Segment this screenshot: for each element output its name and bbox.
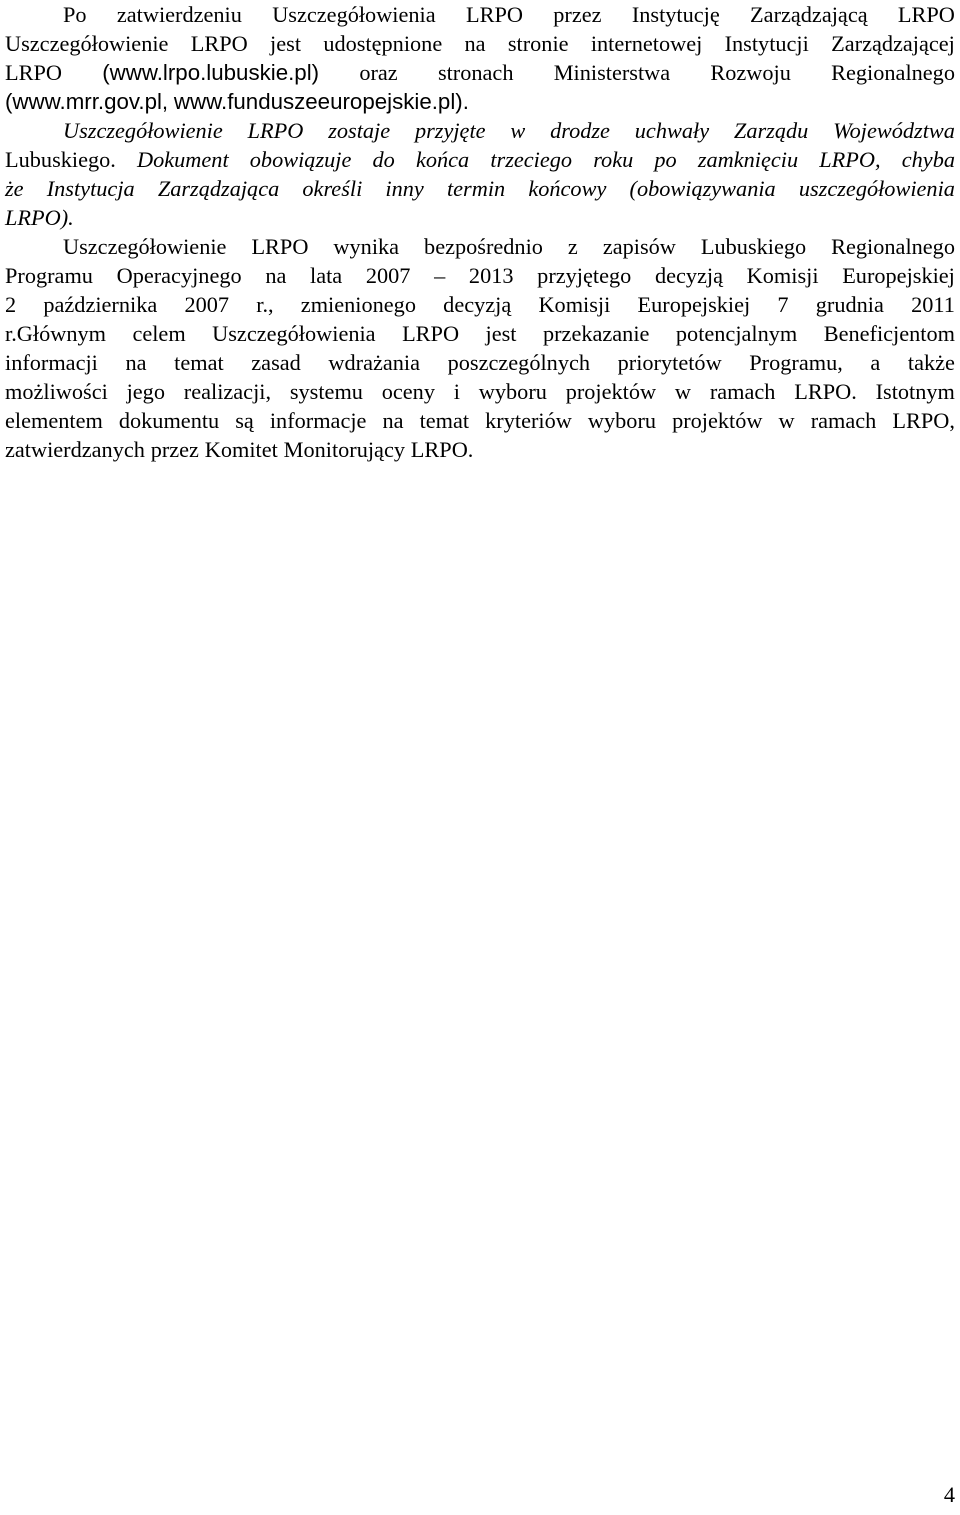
word: Województwa [833, 118, 955, 143]
word: przekazanie [542, 321, 650, 346]
word: 2 [5, 292, 17, 317]
word: po [654, 147, 677, 172]
text-line [5, 87, 955, 116]
word: 2011 [911, 292, 955, 317]
word: Instytucji [724, 31, 809, 56]
text-line [5, 377, 955, 406]
word: (www.lrpo.lubuskie.pl) [102, 60, 320, 85]
word: Uszczegółowienie [63, 118, 223, 143]
word: LRPO [5, 60, 62, 85]
text-line [5, 319, 955, 348]
word: Operacyjnego [116, 263, 242, 288]
word: LRPO, [892, 408, 955, 433]
word: Komisji [746, 263, 819, 288]
word: zostaje [328, 118, 391, 143]
text-line [63, 232, 955, 261]
word: (obowiązywania [629, 176, 776, 201]
word: przyjęte [414, 118, 486, 143]
word: www.funduszeeuropejskie.pl). [173, 89, 469, 114]
word: Komitet [204, 437, 278, 462]
word: oceny [381, 379, 435, 404]
word: ramach [810, 408, 877, 433]
word: r.Głównym [5, 321, 106, 346]
word: decyzją [654, 263, 724, 288]
word: systemu [289, 379, 363, 404]
word: Europejskiej [842, 263, 955, 288]
word: LRPO [897, 2, 955, 27]
word: końcowy [528, 176, 607, 201]
word: jest [270, 31, 302, 56]
word: że [5, 176, 24, 201]
word: Uszczegółowienie [5, 31, 169, 56]
word: Zarządu [733, 118, 809, 143]
word: Po [63, 2, 87, 27]
word: Programu, [749, 350, 843, 375]
word: chyba [901, 147, 955, 172]
word: inny [385, 176, 424, 201]
word: wyboru [478, 379, 547, 404]
word: na [464, 31, 486, 56]
word: zasad [251, 350, 301, 375]
word: Zarządzającej [831, 31, 955, 56]
word: Beneficjentom [823, 321, 955, 346]
page-number: 4 [943, 1482, 955, 1507]
text-line [5, 174, 955, 203]
word: są [235, 408, 254, 433]
word: Uszczegółowienie [63, 234, 227, 259]
word: Ministerstwa [553, 60, 671, 85]
word: Komisji [538, 292, 611, 317]
word: trzeciego [490, 147, 573, 172]
word: bezpośrednio [424, 234, 543, 259]
word: w [674, 379, 692, 404]
word: poszczególnych [447, 350, 591, 375]
word: internetowej [590, 31, 703, 56]
word: LRPO, [819, 147, 881, 172]
word: Lubuskiego. [5, 147, 116, 172]
word: i [453, 379, 460, 404]
word: a [870, 350, 881, 375]
word: informacje [269, 408, 367, 433]
word: temat [174, 350, 224, 375]
word: zatwierdzanych [5, 437, 145, 462]
word: priorytetów [617, 350, 722, 375]
word: możliwości [5, 379, 108, 404]
word: w [778, 408, 795, 433]
word: (www.mrr.gov.pl, [5, 89, 169, 114]
word: potencjalnym [675, 321, 798, 346]
word: wdrażania [328, 350, 421, 375]
word: r., [256, 292, 274, 317]
word: Programu [5, 263, 93, 288]
word: zmienionego [300, 292, 416, 317]
word: stronach [437, 60, 514, 85]
word: na [125, 350, 147, 375]
word: Zarządzająca [157, 176, 280, 201]
text-line [5, 29, 955, 58]
word: celem [132, 321, 186, 346]
word: z [567, 234, 578, 259]
word: końca [415, 147, 470, 172]
word: uchwały [634, 118, 710, 143]
word: LRPO [247, 118, 304, 143]
word: października [43, 292, 158, 317]
word: przez [150, 437, 199, 462]
text-line [63, 0, 955, 29]
word: drodze [550, 118, 610, 143]
word: kryteriów [485, 408, 572, 433]
word: przez [553, 2, 602, 27]
word: Rozwoju [710, 60, 791, 85]
word: zapisów [602, 234, 676, 259]
word: 7 [777, 292, 789, 317]
text-line [5, 348, 955, 377]
word: LRPO. [410, 437, 474, 462]
word: Europejskiej [637, 292, 751, 317]
word: wyboru [587, 408, 657, 433]
word: Regionalnego [831, 234, 955, 259]
word: projektów [672, 408, 763, 433]
word: Dokument [137, 147, 229, 172]
word: LRPO [190, 31, 248, 56]
word: informacji [5, 350, 98, 375]
text-line [5, 435, 955, 464]
word: Lubuskiego [700, 234, 807, 259]
text-line [5, 145, 955, 174]
text-line [5, 203, 955, 232]
word: LRPO [251, 234, 309, 259]
word: Zarządzającą [750, 2, 868, 27]
word: LRPO [402, 321, 460, 346]
text-line [5, 58, 955, 87]
word: lata [310, 263, 343, 288]
text-line [63, 116, 955, 145]
word: obowiązuje [249, 147, 352, 172]
word: projektów [565, 379, 657, 404]
word: temat [419, 408, 470, 433]
word: roku [593, 147, 634, 172]
word: Instytucję [631, 2, 720, 27]
word: na [382, 408, 404, 433]
word: jego [126, 379, 165, 404]
word: zatwierdzeniu [116, 2, 242, 27]
word: udostępnione [323, 31, 443, 56]
word: LRPO). [5, 205, 74, 230]
word: stronie [507, 31, 569, 56]
word: LRPO. [794, 379, 857, 404]
word: – [434, 263, 446, 288]
word: LRPO [465, 2, 523, 27]
word: 2013 [468, 263, 514, 288]
word: ramach [709, 379, 776, 404]
word: zamknięciu [697, 147, 799, 172]
text-line [5, 406, 955, 435]
word: wynika [333, 234, 400, 259]
text-line [5, 261, 955, 290]
word: uszczegółowienia [798, 176, 955, 201]
word: do [372, 147, 395, 172]
word: także [907, 350, 955, 375]
word: termin [446, 176, 506, 201]
word: Instytucja [46, 176, 135, 201]
word: Monitorujący [283, 437, 405, 462]
word: realizacji, [183, 379, 272, 404]
word: dokumentu [118, 408, 220, 433]
word: Regionalnego [831, 60, 955, 85]
word: określi [302, 176, 363, 201]
text-line [5, 290, 955, 319]
word: Uszczegółowienia [212, 321, 376, 346]
word: w [510, 118, 526, 143]
word: elementem [5, 408, 103, 433]
word: przyjętego [537, 263, 632, 288]
word: decyzją [443, 292, 512, 317]
word: Uszczegółowienia [272, 2, 436, 27]
word: oraz [359, 60, 398, 85]
word: Istotnym [875, 379, 955, 404]
word: 2007 [365, 263, 411, 288]
word: grudnia [815, 292, 884, 317]
word: jest [485, 321, 517, 346]
word: 2007 [184, 292, 230, 317]
word: na [265, 263, 287, 288]
